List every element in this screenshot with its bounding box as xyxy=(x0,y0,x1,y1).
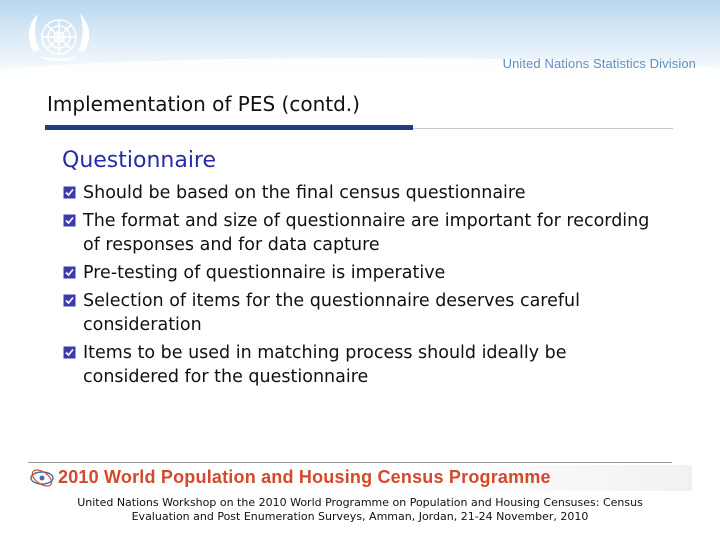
section-heading: Questionnaire xyxy=(62,148,217,173)
census-logo-icon xyxy=(28,468,56,488)
title-divider-accent xyxy=(45,125,413,130)
bullet-item xyxy=(62,341,662,389)
bullet-text: Items to be used in matching process should ideally be considered for the questionnaire xyxy=(83,343,567,387)
square-bullet-icon xyxy=(63,214,76,227)
bullet-text: The format and size of questionnaire are important for recording of responses and for data capture xyxy=(83,211,650,255)
bullet-item xyxy=(62,261,662,285)
organization-name: United Nations Statistics Division xyxy=(502,56,696,71)
footer-divider xyxy=(28,462,672,463)
un-emblem-icon xyxy=(20,8,98,70)
bullet-text: Pre-testing of questionnaire is imperative xyxy=(83,263,446,283)
square-bullet-icon xyxy=(63,266,76,279)
bullet-item xyxy=(62,289,662,337)
bullet-text: Should be based on the final census questionnaire xyxy=(83,183,526,203)
bullet-item xyxy=(62,209,662,257)
square-bullet-icon xyxy=(63,186,76,199)
slide-title: Implementation of PES (contd.) xyxy=(47,92,360,116)
footer-banner xyxy=(28,465,692,491)
footer-caption-line: United Nations Workshop on the 2010 World Programme on Population and Housing Censuses: Census xyxy=(77,496,643,509)
footer-caption-line: Evaluation and Post Enumeration Surveys, Amman, Jordan, 21-24 November, 2010 xyxy=(131,510,589,523)
footer-caption xyxy=(0,496,720,524)
bullet-list xyxy=(62,181,662,393)
bullet-text: Selection of items for the questionnaire deserves careful consideration xyxy=(83,291,580,335)
census-programme-banner: 2010 World Population and Housing Census Programme xyxy=(58,467,551,487)
square-bullet-icon xyxy=(63,346,76,359)
bullet-item xyxy=(62,181,662,205)
square-bullet-icon xyxy=(63,294,76,307)
